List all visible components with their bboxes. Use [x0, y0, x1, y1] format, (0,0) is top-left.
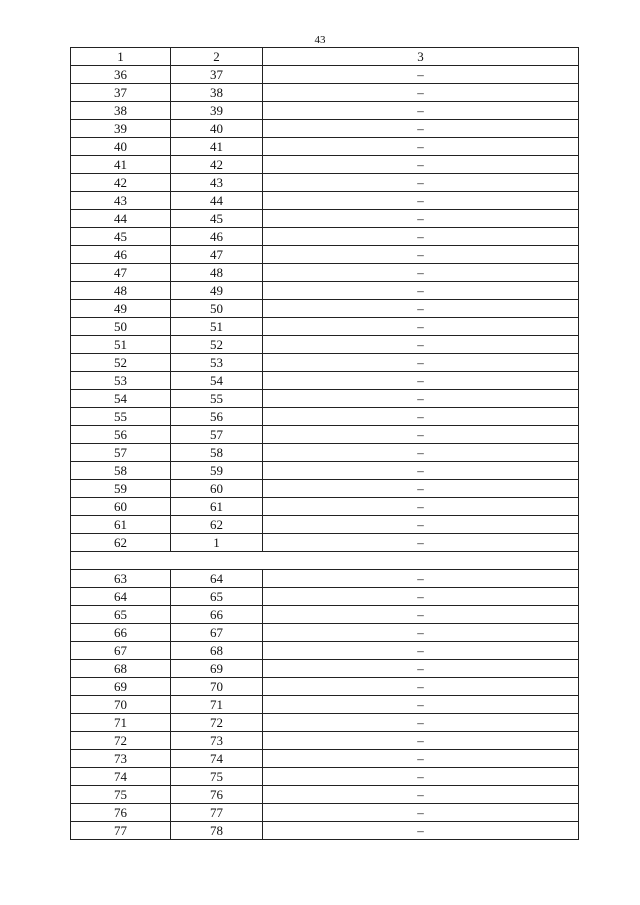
- table-cell-col2: 71: [171, 696, 263, 714]
- table-row: [71, 786, 579, 804]
- table-cell-col2: 2: [171, 48, 263, 66]
- table-cell-col1: 56: [71, 426, 171, 444]
- table-cell-col1: 39: [71, 120, 171, 138]
- table-cell-col1: 43: [71, 192, 171, 210]
- table-cell-col2: 62: [171, 516, 263, 534]
- table-row: [71, 624, 579, 642]
- table-cell-col3: –: [263, 372, 579, 390]
- table-cell-col3: –: [263, 192, 579, 210]
- table-cell-col3: –: [263, 102, 579, 120]
- table-row: [71, 462, 579, 480]
- table-row: [71, 174, 579, 192]
- table-cell-col2: 58: [171, 444, 263, 462]
- table-row: [71, 804, 579, 822]
- table-row: [71, 66, 579, 84]
- table-cell-col2: 1: [171, 534, 263, 552]
- table-cell-col2: 77: [171, 804, 263, 822]
- table-cell-col1: 55: [71, 408, 171, 426]
- table-cell-col1: 48: [71, 282, 171, 300]
- table-row: [71, 336, 579, 354]
- table-cell-col2: 55: [171, 390, 263, 408]
- table-cell-col3: –: [263, 228, 579, 246]
- table-cell-col3: –: [263, 678, 579, 696]
- table-cell-col3: –: [263, 624, 579, 642]
- table-cell-col1: 37: [71, 84, 171, 102]
- table-cell-col2: 67: [171, 624, 263, 642]
- table-cell-col1: 49: [71, 300, 171, 318]
- table-cell-col1: 69: [71, 678, 171, 696]
- table-cell-col3: –: [263, 300, 579, 318]
- table-header-row: [71, 48, 579, 66]
- table-cell-col3: 3: [263, 48, 579, 66]
- table-cell-col2: 68: [171, 642, 263, 660]
- table-cell-col2: 53: [171, 354, 263, 372]
- table-cell-col2: 66: [171, 606, 263, 624]
- table-cell-col1: 57: [71, 444, 171, 462]
- table-cell-col2: 69: [171, 660, 263, 678]
- table-cell-col2: 37: [171, 66, 263, 84]
- table-row: [71, 678, 579, 696]
- table-cell-col3: –: [263, 282, 579, 300]
- table-row: [71, 570, 579, 588]
- table-cell-col1: 75: [71, 786, 171, 804]
- table-row: [71, 426, 579, 444]
- table-cell-col3: –: [263, 210, 579, 228]
- table-body: [71, 48, 579, 840]
- table-cell-col3: –: [263, 750, 579, 768]
- table-cell-col3: –: [263, 696, 579, 714]
- table-cell-col3: –: [263, 660, 579, 678]
- table-cell-col1: 62: [71, 534, 171, 552]
- table-cell-col2: 50: [171, 300, 263, 318]
- table-cell-col2: 45: [171, 210, 263, 228]
- table-cell-col2: 65: [171, 588, 263, 606]
- table-cell-col3: –: [263, 336, 579, 354]
- table-row: [71, 156, 579, 174]
- table-cell-col3: –: [263, 318, 579, 336]
- table-cell-col2: 48: [171, 264, 263, 282]
- table-cell-col1: 44: [71, 210, 171, 228]
- table-row: [71, 714, 579, 732]
- table-cell-col1: 64: [71, 588, 171, 606]
- table-row: [71, 750, 579, 768]
- table-cell-col2: 72: [171, 714, 263, 732]
- table-row: [71, 210, 579, 228]
- table-cell-col3: –: [263, 120, 579, 138]
- table-row: [71, 282, 579, 300]
- table-cell-col1: 41: [71, 156, 171, 174]
- table-cell-col1: 72: [71, 732, 171, 750]
- table-row: [71, 444, 579, 462]
- table-row: [71, 102, 579, 120]
- table-row: [71, 228, 579, 246]
- table-cell-col3: –: [263, 714, 579, 732]
- table-cell-col3: –: [263, 768, 579, 786]
- table-cell-col1: 73: [71, 750, 171, 768]
- table-cell-col1: 76: [71, 804, 171, 822]
- table-cell-col2: 60: [171, 480, 263, 498]
- table-cell-col2: 52: [171, 336, 263, 354]
- table-cell-col3: –: [263, 426, 579, 444]
- table-cell-col3: –: [263, 570, 579, 588]
- table-cell-col1: 40: [71, 138, 171, 156]
- table-cell-col1: 54: [71, 390, 171, 408]
- table-cell-col2: 61: [171, 498, 263, 516]
- table-row: [71, 822, 579, 840]
- table-row: [71, 408, 579, 426]
- table-cell-col2: 59: [171, 462, 263, 480]
- table-cell-col3: –: [263, 354, 579, 372]
- table-cell-col2: 44: [171, 192, 263, 210]
- table-cell-col3: –: [263, 588, 579, 606]
- table-cell-col1: 67: [71, 642, 171, 660]
- table-cell-col3: –: [263, 480, 579, 498]
- table-row: [71, 480, 579, 498]
- table-cell-col2: 64: [171, 570, 263, 588]
- table-cell-col3: –: [263, 804, 579, 822]
- table-cell-col2: 41: [171, 138, 263, 156]
- table-cell-col2: 74: [171, 750, 263, 768]
- table-cell-col3: –: [263, 732, 579, 750]
- table-cell-col2: 43: [171, 174, 263, 192]
- table-row: [71, 606, 579, 624]
- table-cell-col3: –: [263, 246, 579, 264]
- table-cell-col1: 38: [71, 102, 171, 120]
- table-row: [71, 120, 579, 138]
- table-cell-col1: 63: [71, 570, 171, 588]
- table-row: [71, 660, 579, 678]
- table-cell-col3: –: [263, 264, 579, 282]
- table-row: [71, 246, 579, 264]
- table-cell-col3: –: [263, 606, 579, 624]
- table-cell-col2: 75: [171, 768, 263, 786]
- table-cell-col1: 58: [71, 462, 171, 480]
- table-row: [71, 138, 579, 156]
- table-cell-col2: 73: [171, 732, 263, 750]
- table-cell-col2: 56: [171, 408, 263, 426]
- table-separator-row: [71, 552, 579, 570]
- table-cell-col1: 46: [71, 246, 171, 264]
- table-cell-col1: 65: [71, 606, 171, 624]
- table-cell-col1: 52: [71, 354, 171, 372]
- table-row: [71, 534, 579, 552]
- table-cell-col3: –: [263, 444, 579, 462]
- data-table: [70, 47, 579, 840]
- table-row: [71, 498, 579, 516]
- table-cell-col2: 57: [171, 426, 263, 444]
- table-cell-col2: 49: [171, 282, 263, 300]
- table-row: [71, 516, 579, 534]
- table-cell-col2: 70: [171, 678, 263, 696]
- table-cell-col1: 77: [71, 822, 171, 840]
- table-row: [71, 642, 579, 660]
- table-cell-col1: 47: [71, 264, 171, 282]
- table-cell-col1: 61: [71, 516, 171, 534]
- table-cell-col1: 68: [71, 660, 171, 678]
- table-cell-col3: –: [263, 534, 579, 552]
- table-cell-col1: 1: [71, 48, 171, 66]
- table-cell-col1: 51: [71, 336, 171, 354]
- table-row: [71, 732, 579, 750]
- table-cell-col3: –: [263, 156, 579, 174]
- table-cell-col1: 60: [71, 498, 171, 516]
- table-row: [71, 768, 579, 786]
- table-cell-col2: 78: [171, 822, 263, 840]
- table-row: [71, 84, 579, 102]
- table-cell-col2: 47: [171, 246, 263, 264]
- table-cell-col3: –: [263, 822, 579, 840]
- table-cell-col2: 38: [171, 84, 263, 102]
- table-row: [71, 318, 579, 336]
- table-cell-col2: 42: [171, 156, 263, 174]
- table-cell-col3: –: [263, 138, 579, 156]
- table-cell-col1: 66: [71, 624, 171, 642]
- table-row: [71, 300, 579, 318]
- table-cell-col3: –: [263, 642, 579, 660]
- table-separator-cell: [71, 552, 579, 570]
- table-cell-col1: 36: [71, 66, 171, 84]
- table-row: [71, 372, 579, 390]
- table-cell-col3: –: [263, 390, 579, 408]
- table-cell-col2: 39: [171, 102, 263, 120]
- table-cell-col3: –: [263, 174, 579, 192]
- table-row: [71, 192, 579, 210]
- table-cell-col2: 54: [171, 372, 263, 390]
- table-cell-col1: 71: [71, 714, 171, 732]
- table-row: [71, 264, 579, 282]
- table-row: [71, 390, 579, 408]
- table-cell-col1: 50: [71, 318, 171, 336]
- table-row: [71, 354, 579, 372]
- table-cell-col3: –: [263, 66, 579, 84]
- table-cell-col2: 46: [171, 228, 263, 246]
- table-cell-col3: –: [263, 84, 579, 102]
- table-cell-col1: 59: [71, 480, 171, 498]
- table-cell-col3: –: [263, 516, 579, 534]
- table-cell-col3: –: [263, 462, 579, 480]
- table-cell-col1: 70: [71, 696, 171, 714]
- table-cell-col1: 53: [71, 372, 171, 390]
- table-cell-col1: 42: [71, 174, 171, 192]
- table-cell-col2: 76: [171, 786, 263, 804]
- table-row: [71, 588, 579, 606]
- table-cell-col1: 45: [71, 228, 171, 246]
- table-cell-col3: –: [263, 408, 579, 426]
- table-cell-col3: –: [263, 498, 579, 516]
- table-cell-col3: –: [263, 786, 579, 804]
- table-cell-col2: 51: [171, 318, 263, 336]
- table-cell-col1: 74: [71, 768, 171, 786]
- table-cell-col2: 40: [171, 120, 263, 138]
- table-row: [71, 696, 579, 714]
- page-number: 43: [314, 34, 326, 46]
